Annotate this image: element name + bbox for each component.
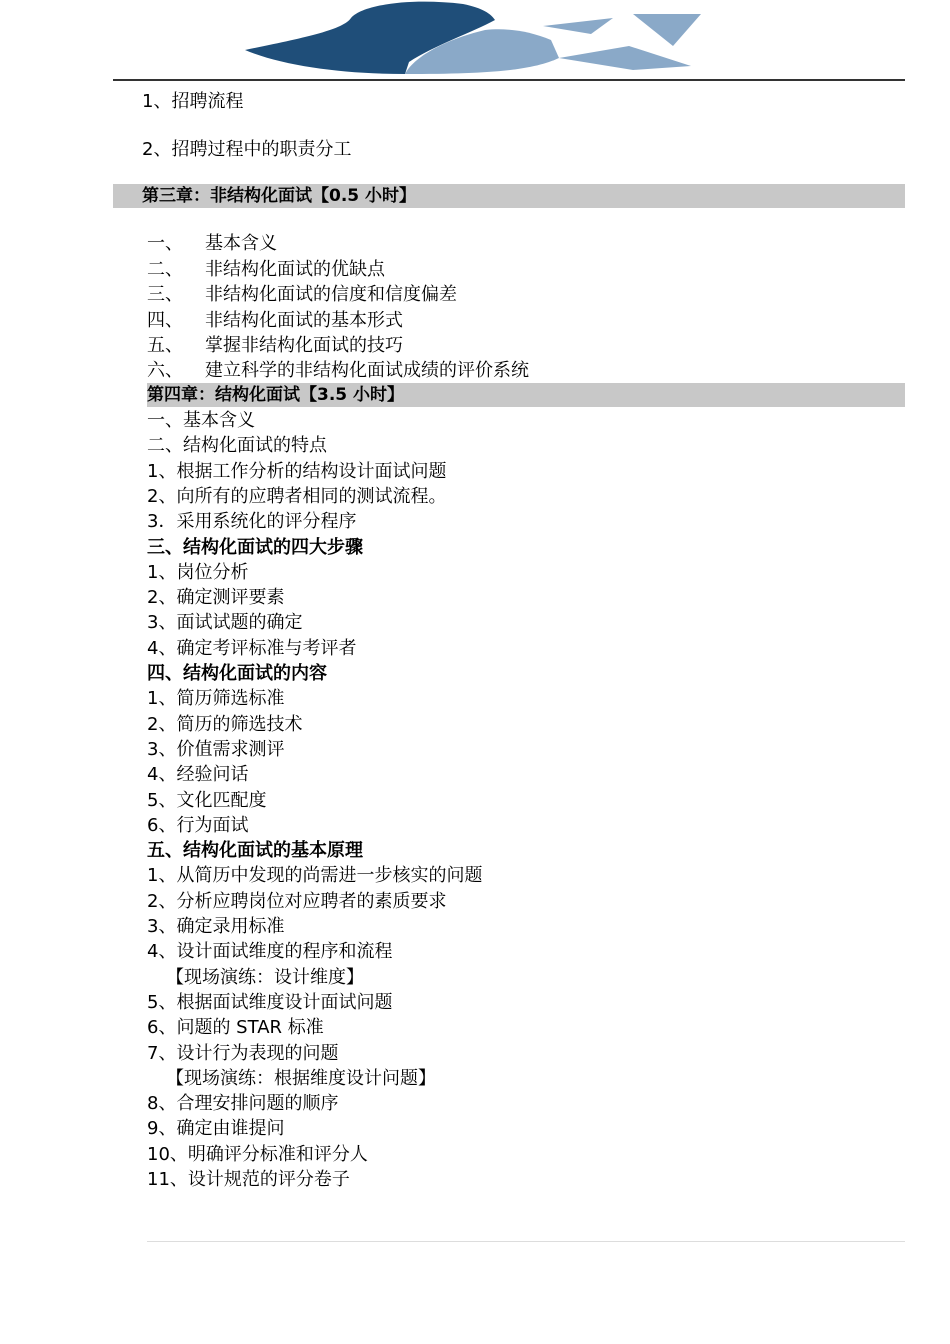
list-item: 5、根据面试维度设计面试问题	[147, 992, 393, 1013]
section-heading: 五、结构化面试的基本原理	[147, 840, 363, 861]
list-item: 3、面试试题的确定	[147, 612, 303, 633]
item-number: 六、	[147, 360, 183, 381]
chapter3-item	[147, 333, 403, 358]
list-item: 2、向所有的应聘者相同的测试流程。	[147, 486, 447, 507]
list-item: 4、设计面试维度的程序和流程	[147, 941, 393, 962]
exercise-note: 【现场演练：根据维度设计问题】	[166, 1068, 436, 1089]
list-item: 4、经验问话	[147, 764, 249, 785]
logo-graphic	[113, 0, 905, 80]
chapter4-title: 第四章：结构化面试【3.5 小时】	[147, 385, 405, 405]
list-item: 4、确定考评标准与考评者	[147, 638, 357, 659]
item-number: 二、	[147, 259, 183, 280]
list-item: 二、结构化面试的特点	[147, 435, 327, 456]
list-item: 1、简历筛选标准	[147, 688, 285, 709]
chapter3-item	[147, 257, 385, 282]
chapter3-title: 第三章：非结构化面试【0.5 小时】	[142, 186, 417, 206]
chapter3-item	[147, 308, 403, 333]
chapter3-item	[147, 231, 277, 256]
item-text: 非结构化面试的优缺点	[205, 259, 385, 280]
list-item: 3、确定录用标准	[147, 916, 285, 937]
intro-item: 2、招聘过程中的职责分工	[142, 139, 352, 160]
list-item: 一、基本含义	[147, 410, 255, 431]
item-text: 基本含义	[205, 233, 277, 254]
list-item: 6、行为面试	[147, 815, 249, 836]
list-item: 1、根据工作分析的结构设计面试问题	[147, 461, 447, 482]
exercise-note: 【现场演练：设计维度】	[166, 967, 364, 988]
item-number: 一、	[147, 233, 183, 254]
header-divider	[113, 79, 905, 81]
list-item: 6、问题的 STAR 标准	[147, 1017, 324, 1038]
list-item: 2、确定测评要素	[147, 587, 285, 608]
footer-divider	[147, 1241, 905, 1242]
intro-item: 1、招聘流程	[142, 91, 244, 112]
list-item: 8、合理安排问题的顺序	[147, 1093, 339, 1114]
item-text: 建立科学的非结构化面试成绩的评价系统	[205, 360, 529, 381]
chapter3-item	[147, 282, 457, 307]
item-text: 掌握非结构化面试的技巧	[205, 335, 403, 356]
item-number: 五、	[147, 335, 183, 356]
section-heading: 四、结构化面试的内容	[147, 663, 327, 684]
item-number: 四、	[147, 310, 183, 331]
list-item: 2、简历的筛选技术	[147, 714, 303, 735]
list-item: 1、从简历中发现的尚需进一步核实的问题	[147, 865, 483, 886]
list-item: 3．采用系统化的评分程序	[147, 511, 357, 532]
list-item: 1、岗位分析	[147, 562, 249, 583]
list-item: 11、设计规范的评分卷子	[147, 1169, 350, 1190]
list-item: 3、价值需求测评	[147, 739, 285, 760]
item-text: 非结构化面试的信度和信度偏差	[205, 284, 457, 305]
list-item: 5、文化匹配度	[147, 790, 267, 811]
list-item: 7、设计行为表现的问题	[147, 1043, 339, 1064]
section-heading: 三、结构化面试的四大步骤	[147, 537, 363, 558]
item-number: 三、	[147, 284, 183, 305]
list-item: 9、确定由谁提问	[147, 1118, 285, 1139]
chapter3-item	[147, 358, 529, 383]
item-text: 非结构化面试的基本形式	[205, 310, 403, 331]
list-item: 2、分析应聘岗位对应聘者的素质要求	[147, 891, 447, 912]
list-item: 10、明确评分标准和评分人	[147, 1144, 368, 1165]
